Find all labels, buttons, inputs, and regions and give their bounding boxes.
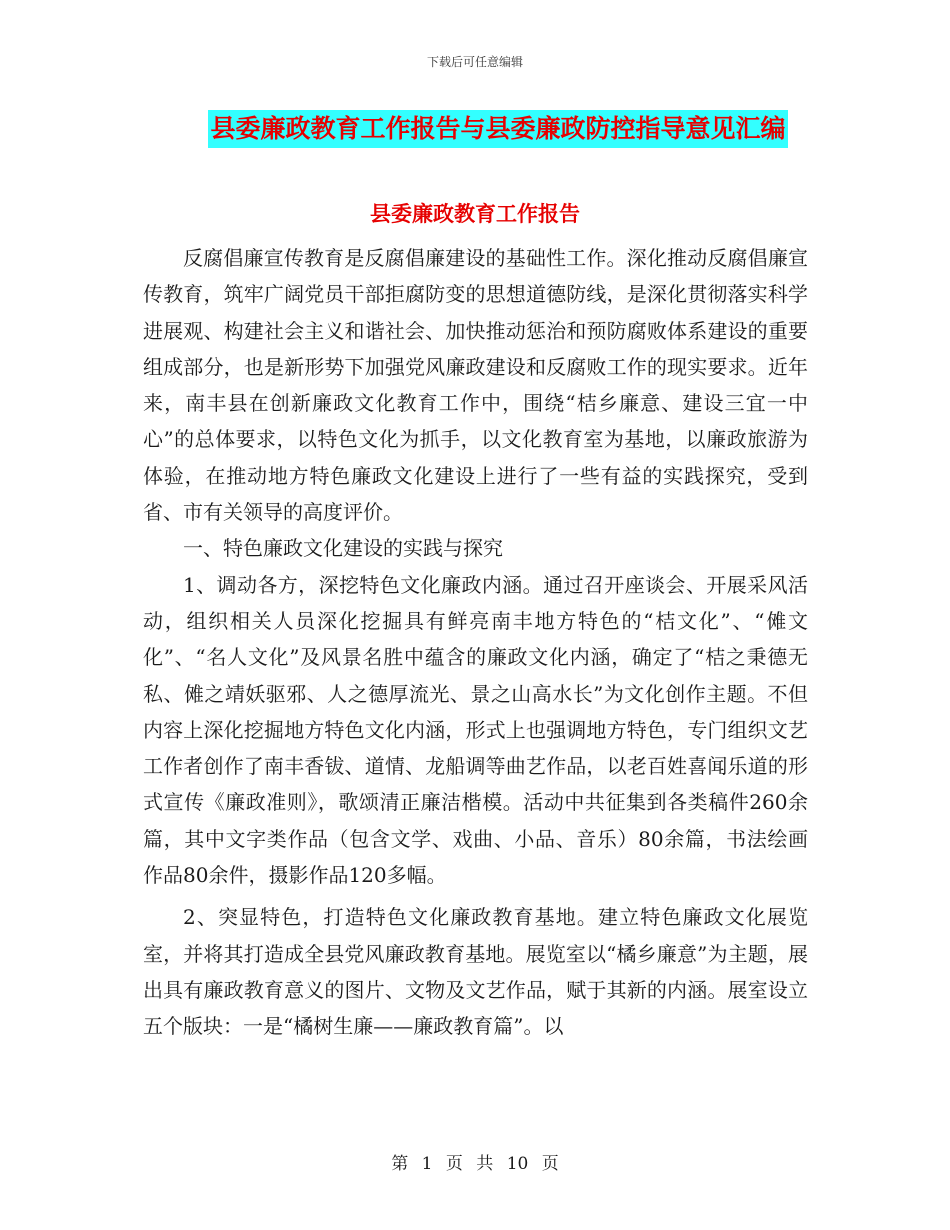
document-subtitle: 县委廉政教育工作报告 <box>370 201 580 226</box>
main-title-container <box>0 110 950 148</box>
page-header-note: 下载后可任意编辑 <box>426 55 523 69</box>
body-paragraph-1: 1、调动各方，深挖特色文化廉政内涵。通过召开座谈会、开展采风活动，组织相关人员深化挖掘具有鲜亮南丰地方特色的“桔文化”、“傩文化”、“名人文化”及风景名胜中蕴含的廉政文化内涵，确定了“桔之秉德无私、傩之靖妖驱邪、人之德厚流光、景之山高水长”为文化创作主题。不但内容上深化挖掘地方特色文化内涵，形式上也强调地方特色，专门组织文艺工作者创作了南丰香钹、道情、龙船调等曲艺作品，以老百姓喜闻乐道的形式宣传《廉政准则》，歌颂清正廉洁楷模。活动中共征集到各类稿件260余篇，其中文字类作品（包含文学、戏曲、小品、音乐）80余篇，书法绘画作品80余件，摄影作品120多幅。 <box>143 572 808 888</box>
section-heading: 一、特色廉政文化建设的实践与探究 <box>183 536 503 561</box>
body-paragraph-intro: 反腐倡廉宣传教育是反腐倡廉建设的基础性工作。深化推动反腐倡廉宣传教育，筑牢广阔党员干部拒腐防变的思想道德防线，是深化贯彻落实科学进展观、构建社会主义和谐社会、加快推动惩治和预防腐败体系建设的重要组成部分，也是新形势下加强党风廉政建设和反腐败工作的现实要求。近年来，南丰县在创新廉政文化教育工作中，围绕“桔乡廉意、建设三宜一中心”的总体要求，以特色文化为抓手，以文化教育室为基地，以廉政旅游为体验，在推动地方特色廉政文化建设上进行了一些有益的实践探究，受到省、市有关领导的高度评价。 <box>143 246 808 525</box>
document-main-title: 县委廉政教育工作报告与县委廉政防控指导意见汇编 <box>208 110 787 148</box>
page-footer-pagination: 第 1 页 共 10 页 <box>391 1154 559 1174</box>
document-body <box>143 240 808 1045</box>
body-paragraph-2: 2、突显特色，打造特色文化廉政教育基地。建立特色廉政文化展览室，并将其打造成全县党风廉政教育基地。展览室以“橘乡廉意”为主题，展出具有廉政教育意义的图片、文物及文艺作品，赋于其新的内涵。展室设立五个版块：一是“橘树生廉——廉政教育篇”。以 <box>143 905 808 1039</box>
